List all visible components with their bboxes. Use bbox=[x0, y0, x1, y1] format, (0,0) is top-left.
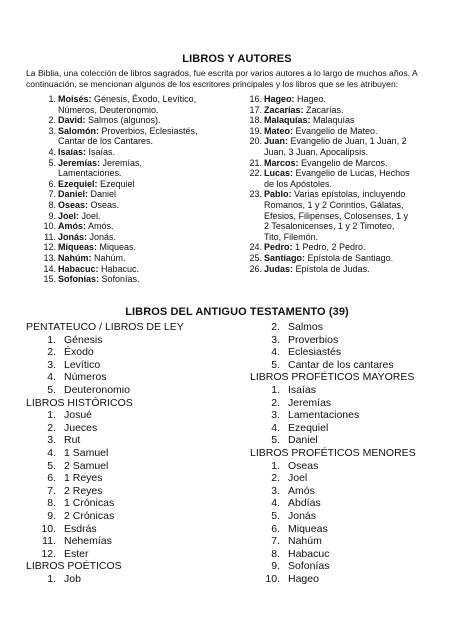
author-entry-line bbox=[264, 105, 460, 116]
book-number: 7. bbox=[271, 535, 280, 548]
author-name: Isaías: bbox=[58, 146, 87, 157]
author-name: David: bbox=[58, 115, 86, 126]
book-name: 2 Reyes bbox=[64, 484, 103, 497]
author-books: Habacuc. bbox=[98, 263, 140, 274]
book-name: Éxodo bbox=[64, 346, 94, 359]
book-item bbox=[26, 460, 241, 473]
author-number: 3. bbox=[48, 125, 56, 136]
author-item bbox=[232, 242, 460, 253]
author-item bbox=[26, 179, 248, 190]
author-number: 5. bbox=[48, 157, 56, 168]
book-name: 1 Reyes bbox=[64, 472, 103, 485]
book-number: 9. bbox=[271, 560, 280, 573]
book-name: Jueces bbox=[64, 421, 98, 434]
author-name: Marcos: bbox=[264, 157, 299, 168]
section-heading: LIBROS PROFÉTICOS MAYORES bbox=[250, 371, 415, 384]
author-number: 19. bbox=[249, 125, 262, 136]
author-number: 8. bbox=[48, 199, 56, 210]
author-number: 26. bbox=[249, 263, 262, 274]
author-books-continued: Cantar de los Cantares. bbox=[58, 136, 154, 147]
book-name: 2 Samuel bbox=[64, 459, 109, 472]
book-number: 2. bbox=[271, 472, 280, 485]
author-item bbox=[26, 221, 248, 232]
book-name: Eclesiastés bbox=[288, 346, 342, 359]
book-item bbox=[250, 472, 465, 485]
book-number: 2. bbox=[271, 321, 280, 333]
book-name: Joel bbox=[288, 472, 308, 485]
author-number: 10. bbox=[43, 221, 56, 232]
author-name: Oseas: bbox=[58, 199, 89, 210]
book-item bbox=[26, 371, 241, 384]
book-item bbox=[250, 510, 465, 523]
book-number: 8. bbox=[47, 497, 56, 510]
section-heading: PENTATEUCO / LIBROS DE LEY bbox=[26, 321, 184, 333]
author-number: 1. bbox=[48, 94, 56, 104]
section-heading: LIBROS POÉTICOS bbox=[26, 560, 122, 573]
book-item bbox=[26, 497, 241, 510]
author-name: Moisés: bbox=[58, 94, 92, 104]
book-number: 9. bbox=[47, 509, 56, 522]
book-name: Deuteronomio bbox=[64, 383, 130, 396]
author-number: 11. bbox=[44, 231, 56, 242]
author-name: Miqueas: bbox=[58, 242, 98, 253]
author-number: 24. bbox=[249, 242, 262, 253]
author-entry-line bbox=[264, 253, 460, 264]
author-entry-line bbox=[58, 242, 248, 253]
author-books: Miqueas. bbox=[97, 242, 137, 253]
author-item bbox=[232, 136, 460, 157]
author-books-continued: Números, Deuteronomio. bbox=[58, 104, 159, 115]
author-item bbox=[232, 168, 460, 189]
author-name: Juan: bbox=[264, 136, 289, 147]
book-item bbox=[26, 485, 241, 498]
author-entry-line bbox=[58, 94, 248, 105]
author-number: 25. bbox=[249, 252, 262, 263]
book-name: Habacuc bbox=[288, 547, 330, 560]
author-books: Isaías. bbox=[86, 146, 116, 157]
author-number: 6. bbox=[48, 178, 56, 189]
book-name: Abdías bbox=[288, 497, 321, 510]
book-number: 10. bbox=[41, 522, 56, 535]
book-number: 2. bbox=[271, 396, 280, 409]
author-books-continued: 2 Tesalonicenses, 1 y 2 Timoteo, bbox=[264, 221, 395, 232]
author-item bbox=[26, 189, 248, 200]
author-item bbox=[26, 115, 248, 126]
book-number: 12. bbox=[41, 547, 56, 560]
book-number: 4. bbox=[271, 497, 280, 510]
author-name: Hageo: bbox=[264, 94, 295, 104]
book-number: 3. bbox=[271, 409, 280, 422]
book-name: Miqueas bbox=[288, 522, 328, 535]
author-item bbox=[26, 242, 248, 253]
author-name: Nahúm: bbox=[58, 252, 92, 263]
author-number: 20. bbox=[249, 136, 262, 147]
author-books: Hageo. bbox=[294, 94, 327, 104]
author-books: Epístola de Judas. bbox=[293, 263, 370, 274]
author-item bbox=[26, 158, 248, 179]
author-entry-line bbox=[264, 158, 460, 169]
book-name: Jeremías bbox=[288, 396, 332, 409]
author-number: 4. bbox=[48, 146, 56, 157]
author-item bbox=[26, 126, 248, 147]
book-number: 3. bbox=[271, 333, 280, 346]
author-entry-line bbox=[58, 158, 248, 169]
author-number: 18. bbox=[249, 115, 262, 126]
author-books: Varias epístolas, incluyendo bbox=[291, 189, 406, 200]
author-name: Sofonías: bbox=[58, 274, 100, 285]
author-name: Habacuc: bbox=[58, 263, 99, 274]
author-books: Sofonías. bbox=[99, 274, 140, 285]
book-number: 5. bbox=[271, 509, 280, 522]
author-item bbox=[26, 94, 248, 115]
author-number: 13. bbox=[43, 252, 56, 263]
book-name: Job bbox=[64, 572, 81, 585]
author-books: Ezequiel bbox=[97, 178, 135, 189]
author-item bbox=[232, 126, 460, 137]
authors-list-left bbox=[26, 94, 248, 285]
author-number: 14. bbox=[43, 263, 56, 274]
book-name: 1 Crónicas bbox=[64, 497, 115, 510]
book-number: 1. bbox=[47, 333, 56, 346]
author-books: Amós. bbox=[86, 221, 114, 232]
author-item bbox=[232, 94, 460, 105]
author-number: 21. bbox=[249, 157, 262, 168]
section-heading: LIBROS HISTÓRICOS bbox=[26, 396, 133, 409]
book-item bbox=[250, 346, 465, 359]
book-item bbox=[26, 523, 241, 536]
book-number: 2. bbox=[47, 346, 56, 359]
author-name: Daniel: bbox=[58, 189, 89, 200]
author-books: Oseas. bbox=[88, 199, 120, 210]
author-entry-line bbox=[58, 253, 248, 264]
author-item bbox=[232, 189, 460, 242]
author-entry-line bbox=[264, 264, 460, 275]
book-number: 3. bbox=[271, 484, 280, 497]
author-entry-line bbox=[264, 242, 460, 253]
author-name: Mateo: bbox=[264, 125, 293, 136]
book-number: 1. bbox=[47, 572, 56, 585]
author-item bbox=[26, 147, 248, 158]
author-books: Salmos (algunos). bbox=[85, 115, 161, 126]
book-item bbox=[250, 397, 465, 410]
book-item bbox=[250, 460, 465, 473]
book-number: 1. bbox=[271, 383, 280, 396]
book-number: 5. bbox=[271, 358, 280, 371]
author-books-continued: Juan, 3 Juan, Apocalipsis. bbox=[264, 146, 369, 157]
author-books-continued: Tito, Filemón. bbox=[264, 231, 319, 242]
book-name: Oseas bbox=[288, 459, 319, 472]
book-item bbox=[250, 548, 465, 561]
author-books: Génesis, Éxodo, Levítico, bbox=[91, 94, 197, 104]
author-name: Jeremías: bbox=[58, 157, 101, 168]
book-item bbox=[26, 346, 241, 359]
author-books: Epístola de Santiago. bbox=[305, 252, 394, 263]
book-item bbox=[250, 422, 465, 435]
author-number: 7. bbox=[48, 189, 56, 200]
book-number: 6. bbox=[47, 472, 56, 485]
author-books: Malaquías bbox=[310, 115, 355, 126]
author-books: Nahúm. bbox=[91, 252, 126, 263]
book-name: Josué bbox=[64, 409, 93, 422]
book-item bbox=[250, 573, 465, 586]
book-name: Ezequiel bbox=[288, 421, 329, 434]
author-item bbox=[26, 211, 248, 222]
author-books: Jeremías, bbox=[100, 157, 143, 168]
book-number: 1. bbox=[271, 459, 280, 472]
book-item bbox=[250, 384, 465, 397]
book-item bbox=[26, 384, 241, 397]
book-name: Hageo bbox=[288, 572, 319, 585]
author-item bbox=[232, 264, 460, 275]
author-name: Jonás: bbox=[58, 231, 88, 242]
author-books: Evangelio de Juan, 1 Juan, 2 bbox=[288, 136, 407, 147]
author-name: Joel: bbox=[58, 210, 80, 221]
author-name: Malaquías: bbox=[264, 115, 311, 126]
author-books-continued: Efesios, Filipenses, Colosenses, 1 y bbox=[264, 210, 409, 221]
book-item bbox=[26, 334, 241, 347]
book-name: Ester bbox=[64, 547, 89, 560]
book-name: Nehemías bbox=[64, 535, 112, 548]
section-heading: LIBROS PROFÉTICOS MENORES bbox=[250, 446, 416, 459]
book-number: 10. bbox=[265, 572, 280, 585]
author-number: 22. bbox=[249, 168, 262, 179]
book-number: 5. bbox=[47, 459, 56, 472]
author-name: Lucas: bbox=[264, 168, 294, 179]
author-name: Pedro: bbox=[264, 242, 293, 253]
author-item bbox=[26, 274, 248, 285]
author-item bbox=[232, 105, 460, 116]
author-name: Amós: bbox=[58, 221, 87, 232]
author-books: Joel. bbox=[79, 210, 101, 221]
book-name: Cantar de los cantares bbox=[288, 358, 394, 371]
author-name: Judas: bbox=[264, 263, 294, 274]
book-number: 5. bbox=[47, 383, 56, 396]
book-item bbox=[250, 334, 465, 347]
author-item bbox=[232, 115, 460, 126]
book-name: Proverbios bbox=[288, 333, 339, 346]
book-number: 4. bbox=[271, 421, 280, 434]
author-entry-line bbox=[58, 232, 248, 243]
author-item bbox=[232, 253, 460, 264]
author-number: 15. bbox=[43, 274, 56, 285]
author-books: Jonás. bbox=[87, 231, 117, 242]
author-entry-line bbox=[264, 136, 460, 147]
author-entry-line bbox=[58, 264, 248, 275]
book-number: 2. bbox=[47, 421, 56, 434]
book-name: Sofonías bbox=[288, 560, 330, 573]
book-number: 4. bbox=[47, 446, 56, 459]
book-name: Amós bbox=[288, 484, 315, 497]
author-books: 1 Pedro, 2 Pedro. bbox=[292, 242, 366, 253]
author-number: 9. bbox=[48, 210, 56, 221]
book-name: Génesis bbox=[64, 333, 103, 346]
book-name: Levítico bbox=[64, 358, 101, 371]
heading-antiguo-testamento: LIBROS DEL ANTIGUO TESTAMENTO (39) bbox=[125, 306, 349, 318]
book-item bbox=[26, 573, 241, 586]
book-number: 1. bbox=[47, 409, 56, 422]
author-item bbox=[26, 232, 248, 243]
book-item bbox=[250, 321, 465, 334]
author-number: 16. bbox=[249, 94, 262, 104]
author-entry-line bbox=[58, 200, 248, 211]
ot-books-left-column bbox=[26, 321, 241, 585]
author-entry-line bbox=[58, 147, 248, 158]
book-item bbox=[26, 359, 241, 372]
book-name: Esdrás bbox=[64, 522, 97, 535]
author-books: Evangelio de Lucas, Hechos bbox=[293, 168, 410, 179]
author-books: Zacarías. bbox=[303, 104, 344, 115]
author-entry-line bbox=[264, 126, 460, 137]
book-name: Lamentaciones bbox=[288, 409, 360, 422]
book-item bbox=[26, 548, 241, 561]
book-item bbox=[250, 434, 465, 447]
book-item bbox=[26, 434, 241, 447]
book-number: 8. bbox=[271, 547, 280, 560]
author-number: 17. bbox=[249, 104, 262, 115]
author-books-continued: Romanos, 1 y 2 Corintios, Gálatas, bbox=[264, 199, 404, 210]
book-item bbox=[26, 409, 241, 422]
author-entry-line bbox=[264, 94, 460, 105]
author-name: Salomón: bbox=[58, 125, 100, 136]
author-number: 23. bbox=[249, 189, 262, 200]
book-item bbox=[250, 409, 465, 422]
book-number: 7. bbox=[47, 484, 56, 497]
book-number: 3. bbox=[47, 358, 56, 371]
book-name: Isaías bbox=[288, 383, 317, 396]
book-item bbox=[250, 560, 465, 573]
author-number: 12. bbox=[43, 242, 56, 253]
book-item bbox=[26, 422, 241, 435]
author-entry-line bbox=[58, 274, 248, 285]
book-item bbox=[250, 523, 465, 536]
author-name: Ezequiel: bbox=[58, 178, 98, 189]
author-books-continued: de los Apóstoles. bbox=[264, 178, 333, 189]
book-name: Números bbox=[64, 371, 107, 384]
book-item bbox=[26, 510, 241, 523]
book-name: Jonás bbox=[288, 509, 317, 522]
author-books: Daniel bbox=[88, 189, 117, 200]
book-item bbox=[250, 497, 465, 510]
author-item bbox=[26, 200, 248, 211]
author-item bbox=[26, 253, 248, 264]
author-books: Proverbios, Eclesiastés, bbox=[99, 125, 198, 136]
book-name: 1 Samuel bbox=[64, 446, 109, 459]
author-entry-line bbox=[264, 115, 460, 126]
author-item bbox=[26, 264, 248, 275]
author-entry-line bbox=[58, 115, 248, 126]
book-number: 4. bbox=[47, 371, 56, 384]
book-number: 5. bbox=[271, 434, 280, 447]
intro-paragraph: La Biblia, una colección de libros sagrados, fue escrita por varios autores a lo largo de muchos años. A continuación, se mencionan algunos de los escritores principales y los libros que se les atribuyen: bbox=[26, 68, 418, 89]
book-number: 11. bbox=[42, 535, 56, 548]
book-number: 3. bbox=[47, 434, 56, 447]
book-name: Salmos bbox=[288, 321, 324, 333]
author-name: Santiago: bbox=[264, 252, 306, 263]
author-number: 2. bbox=[48, 115, 56, 126]
book-number: 4. bbox=[271, 346, 280, 359]
book-item bbox=[26, 535, 241, 548]
ot-books-right-column bbox=[250, 321, 465, 585]
author-books: Evangelio de Mateo. bbox=[293, 125, 378, 136]
book-item bbox=[26, 472, 241, 485]
author-name: Pablo: bbox=[264, 189, 292, 200]
book-name: 2 Crónicas bbox=[64, 509, 115, 522]
author-books-continued: Lamentaciones. bbox=[58, 168, 122, 179]
authors-list-right bbox=[232, 94, 460, 274]
author-name: Zacarías: bbox=[264, 104, 304, 115]
book-name: Rut bbox=[64, 434, 81, 447]
book-name: Nahúm bbox=[288, 535, 322, 548]
author-entry-line bbox=[264, 168, 460, 179]
book-item bbox=[26, 447, 241, 460]
author-entry-line bbox=[58, 189, 248, 200]
book-item bbox=[250, 359, 465, 372]
book-item bbox=[250, 485, 465, 498]
heading-libros-y-autores: LIBROS Y AUTORES bbox=[182, 53, 292, 65]
author-entry-line bbox=[58, 221, 248, 232]
book-item bbox=[250, 535, 465, 548]
author-entry-line bbox=[58, 211, 248, 222]
author-entry-line bbox=[264, 189, 460, 200]
author-entry-line bbox=[58, 126, 248, 137]
author-books: Evangelio de Marcos. bbox=[298, 157, 388, 168]
book-name: Daniel bbox=[288, 434, 318, 447]
author-item bbox=[232, 158, 460, 169]
book-number: 6. bbox=[271, 522, 280, 535]
author-entry-line bbox=[58, 179, 248, 190]
